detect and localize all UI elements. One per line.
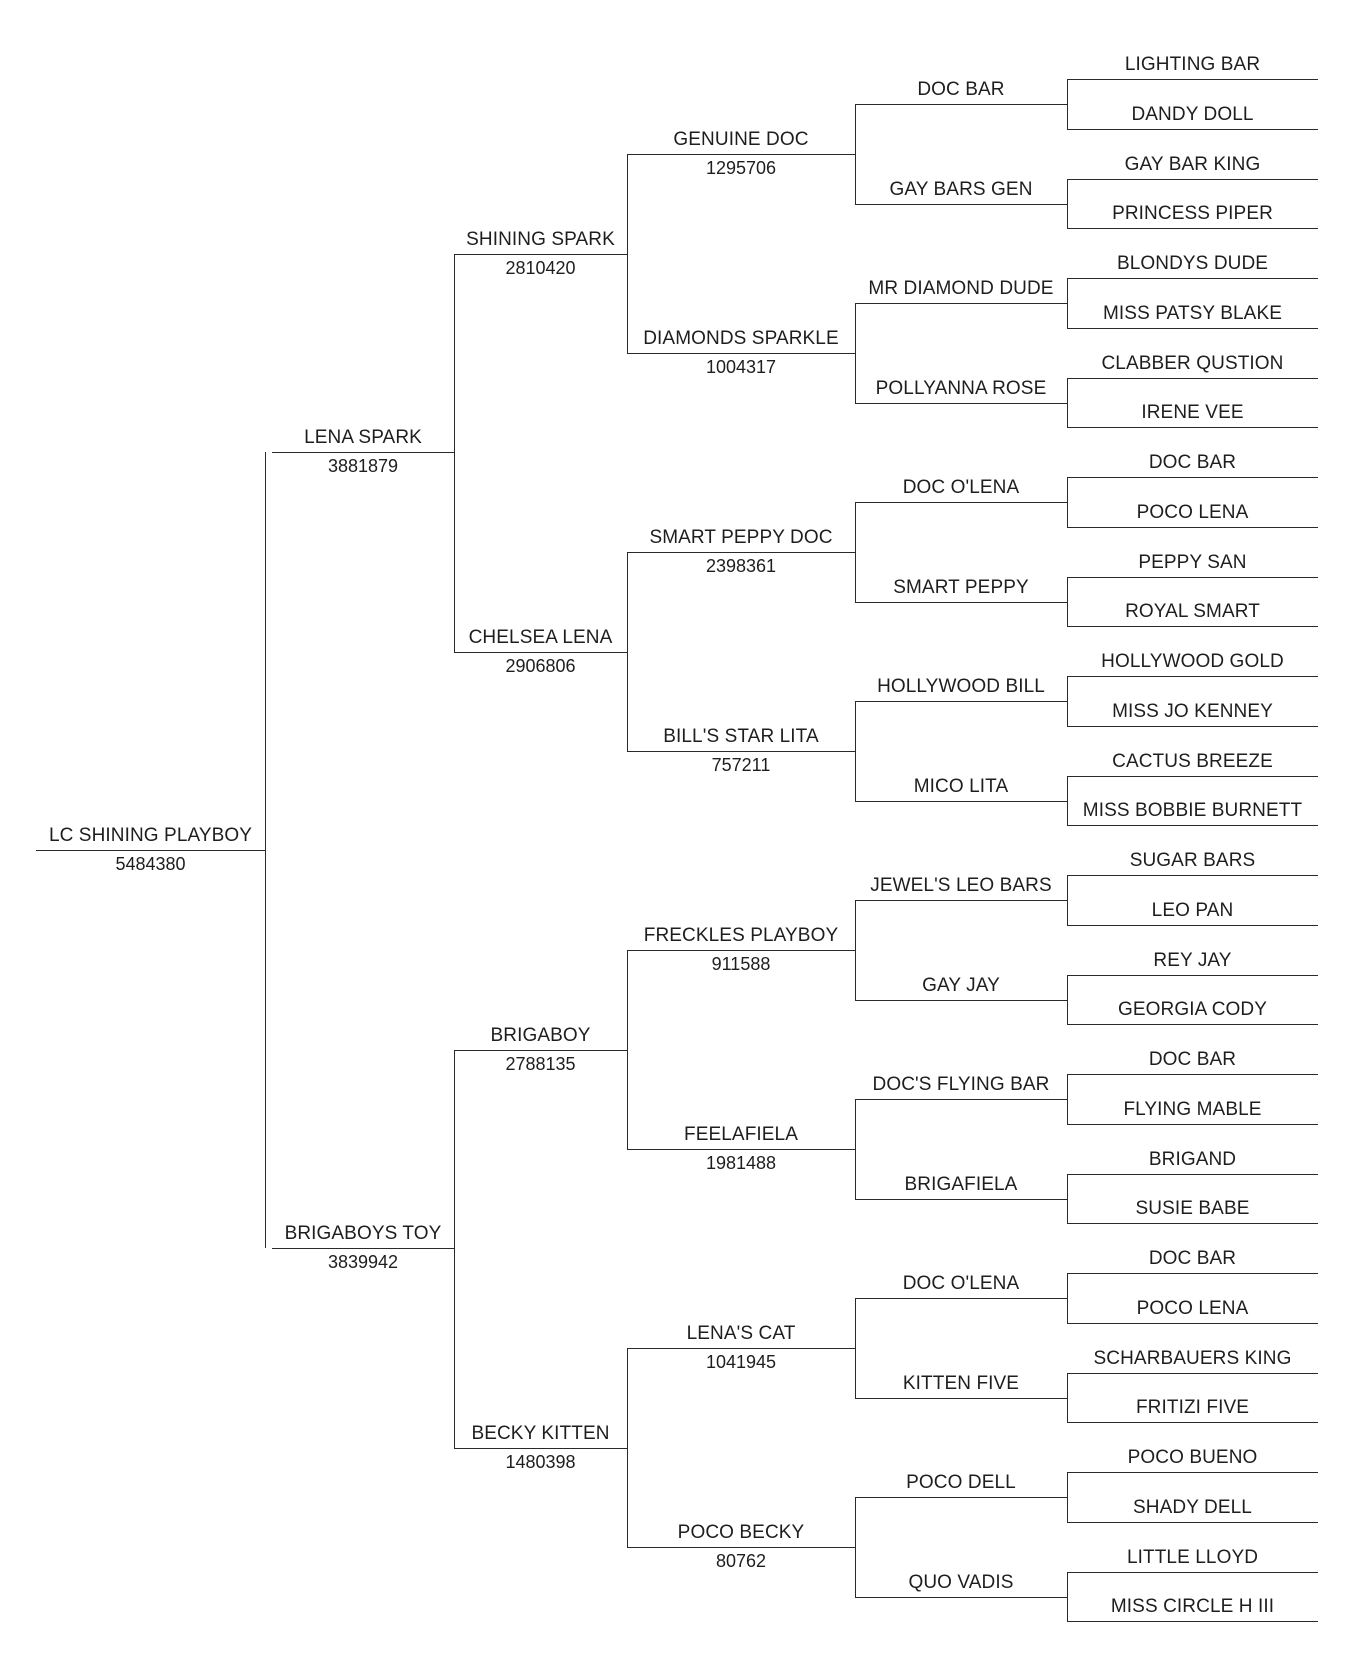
horse-name-sire-sire-dam: DIAMONDS SPARKLE bbox=[643, 328, 839, 349]
pedigree-line-dam-dam-sire-dam-sire bbox=[1067, 1373, 1318, 1374]
horse-name-sire-dam-dam: BILL'S STAR LITA bbox=[663, 726, 819, 747]
horse-name-sire-sire-dam-dam: POLLYANNA ROSE bbox=[875, 377, 1047, 399]
horse-name-sire-sire-sire-sire-dam: DANDY DOLL bbox=[1131, 103, 1254, 125]
pedigree-line-dam-sire-dam bbox=[627, 1149, 855, 1150]
horse-name-dam-sire-dam: FEELAFIELA bbox=[684, 1124, 798, 1145]
pedigree-line-dam-dam-sire-dam bbox=[855, 1398, 1067, 1399]
pedigree-line-sire-sire bbox=[454, 254, 627, 255]
pedigree-line-sire-sire-dam-sire-sire bbox=[1067, 278, 1318, 279]
horse-name-sire-dam-sire-dam: SMART PEPPY bbox=[893, 576, 1029, 598]
pedigree-line-dam-sire-sire bbox=[627, 950, 855, 951]
horse-name-dam-sire-sire: FRECKLES PLAYBOY bbox=[643, 925, 839, 946]
pedigree-bracket-dam bbox=[454, 1050, 455, 1448]
horse-name-sire-sire-dam-dam-sire: CLABBER QUSTION bbox=[1101, 352, 1284, 374]
horse-name-dam-dam-dam-sire-dam: SHADY DELL bbox=[1133, 1496, 1252, 1518]
horse-name-dam-sire-dam-dam: BRIGAFIELA bbox=[904, 1173, 1018, 1195]
pedigree-line-sire-sire-sire bbox=[627, 154, 855, 155]
pedigree-line-sire-sire-sire-sire bbox=[855, 104, 1067, 105]
pedigree-line-dam-dam-dam-dam-dam bbox=[1067, 1621, 1318, 1622]
pedigree-line-dam-dam-dam-sire bbox=[855, 1497, 1067, 1498]
horse-name-sire-sire-sire-sire-sire: LIGHTING BAR bbox=[1124, 54, 1261, 75]
horse-name-dam-sire-dam-sire: DOC'S FLYING BAR bbox=[872, 1074, 1050, 1095]
pedigree-line-dam-sire-sire-dam-sire bbox=[1067, 975, 1318, 976]
horse-name-dam-dam-sire-dam-dam: FRITIZI FIVE bbox=[1135, 1397, 1250, 1419]
pedigree-line-dam-dam-dam-sire-sire bbox=[1067, 1472, 1318, 1473]
pedigree-line-dam-sire-dam-dam-dam bbox=[1067, 1223, 1318, 1224]
horse-name-dam-sire-dam-sire-dam: FLYING MABLE bbox=[1123, 1098, 1262, 1120]
horse-name-sire-dam-sire-dam-dam: ROYAL SMART bbox=[1125, 601, 1260, 623]
pedigree-line-sire-dam-sire-dam bbox=[855, 602, 1067, 603]
horse-name-sire-sire-sire-dam: GAY BARS GEN bbox=[889, 178, 1033, 200]
horse-reg-sire-sire-sire: 1295706 bbox=[705, 158, 777, 178]
pedigree-line-dam-sire-sire-dam-dam bbox=[1067, 1024, 1318, 1025]
horse-name-dam-dam-sire-dam: KITTEN FIVE bbox=[902, 1372, 1020, 1394]
horse-name-sire-dam-dam-sire-dam: MISS JO KENNEY bbox=[1112, 700, 1273, 722]
horse-name-sire-sire-sire: GENUINE DOC bbox=[673, 129, 809, 150]
horse-name-dam-dam: BECKY KITTEN bbox=[471, 1423, 610, 1444]
pedigree-line-dam-dam bbox=[454, 1448, 627, 1449]
horse-name-sire-sire-dam-sire-dam: MISS PATSY BLAKE bbox=[1102, 302, 1282, 324]
pedigree-bracket-sire-dam bbox=[627, 552, 628, 751]
pedigree-line-sire-dam-sire-dam-dam bbox=[1067, 626, 1318, 627]
horse-name-dam: BRIGABOYS TOY bbox=[284, 1223, 442, 1244]
horse-name-dam-sire: BRIGABOY bbox=[490, 1025, 591, 1046]
pedigree-line-dam-sire-sire-sire-sire bbox=[1067, 875, 1318, 876]
pedigree-line-sire-dam-sire bbox=[627, 552, 855, 553]
pedigree-line-sire-dam-sire-sire-sire bbox=[1067, 477, 1318, 478]
pedigree-bracket-sire-sire bbox=[627, 154, 628, 353]
horse-name-dam-dam-sire: LENA'S CAT bbox=[686, 1323, 796, 1344]
pedigree-line-sire bbox=[272, 452, 454, 453]
horse-name-sire-sire-sire-sire: DOC BAR bbox=[917, 79, 1005, 100]
pedigree-line-sire-dam-dam-dam-sire bbox=[1067, 776, 1318, 777]
pedigree-line-dam-dam-dam-dam-sire bbox=[1067, 1572, 1318, 1573]
pedigree-line-dam-sire-dam-dam bbox=[855, 1199, 1067, 1200]
pedigree-line-dam-sire-dam-sire-sire bbox=[1067, 1074, 1318, 1075]
horse-name-sire-sire-dam-sire-sire: BLONDYS DUDE bbox=[1116, 253, 1269, 274]
horse-reg-sire-dam-dam: 757211 bbox=[711, 755, 771, 775]
pedigree-line-dam-sire-sire-dam bbox=[855, 1000, 1067, 1001]
horse-name-dam-dam-dam: POCO BECKY bbox=[677, 1522, 805, 1543]
horse-reg-subject: 5484380 bbox=[115, 854, 186, 874]
pedigree-line-sire-dam-dam-sire-sire bbox=[1067, 676, 1318, 677]
pedigree-line-sire-sire-sire-dam bbox=[855, 204, 1067, 205]
horse-name-dam-dam-dam-sire-sire: POCO BUENO bbox=[1127, 1447, 1258, 1468]
horse-name-sire-dam-sire-sire: DOC O'LENA bbox=[902, 477, 1020, 498]
horse-name-sire-sire: SHINING SPARK bbox=[466, 229, 615, 250]
pedigree-line-sire-sire-dam-sire bbox=[855, 303, 1067, 304]
horse-name-dam-sire-sire-dam-dam: GEORGIA CODY bbox=[1117, 999, 1267, 1021]
horse-name-sire-dam-sire-dam-sire: PEPPY SAN bbox=[1138, 551, 1247, 573]
pedigree-line-sire-sire-dam-dam-dam bbox=[1067, 427, 1318, 428]
horse-name-sire-sire-sire-dam-dam: PRINCESS PIPER bbox=[1112, 203, 1273, 225]
horse-name-sire-sire-dam-sire: MR DIAMOND DUDE bbox=[868, 278, 1054, 299]
pedigree-line-dam-dam-sire-sire-sire bbox=[1067, 1273, 1318, 1274]
pedigree-line-sire-dam-dam-sire-dam bbox=[1067, 726, 1318, 727]
pedigree-line-dam-dam-sire-sire-dam bbox=[1067, 1323, 1318, 1324]
pedigree-line-dam-dam-sire-sire bbox=[855, 1298, 1067, 1299]
pedigree-line-sire-sire-sire-dam-sire bbox=[1067, 179, 1318, 180]
horse-name-dam-dam-dam-dam-sire: LITTLE LLOYD bbox=[1126, 1546, 1259, 1568]
pedigree-line-sire-dam-dam bbox=[627, 751, 855, 752]
pedigree-line-sire-sire-dam-dam bbox=[855, 403, 1067, 404]
horse-name-dam-dam-sire-dam-sire: SCHARBAUERS KING bbox=[1093, 1347, 1292, 1369]
horse-name-sire-dam: CHELSEA LENA bbox=[468, 627, 613, 648]
pedigree-line-sire-dam-sire-dam-sire bbox=[1067, 577, 1318, 578]
pedigree-line-sire-sire-sire-sire-dam bbox=[1067, 129, 1318, 130]
pedigree-line-dam-dam-dam bbox=[627, 1547, 855, 1548]
pedigree-line-sire-dam bbox=[454, 652, 627, 653]
horse-name-sire-dam-sire: SMART PEPPY DOC bbox=[649, 527, 833, 548]
pedigree-line-sire-sire-dam-sire-dam bbox=[1067, 328, 1318, 329]
horse-reg-dam: 3839942 bbox=[327, 1252, 399, 1272]
pedigree-line-sire-dam-sire-sire bbox=[855, 502, 1067, 503]
pedigree-line-dam-sire-sire-sire-dam bbox=[1067, 925, 1318, 926]
horse-name-dam-dam-sire-sire-dam: POCO LENA bbox=[1136, 1297, 1249, 1319]
horse-reg-sire-sire: 2810420 bbox=[505, 258, 576, 278]
pedigree-line-sire-sire-sire-dam-dam bbox=[1067, 228, 1318, 229]
horse-name-sire-dam-dam-dam-sire: CACTUS BREEZE bbox=[1112, 750, 1273, 772]
horse-reg-dam-sire: 2788135 bbox=[505, 1054, 576, 1074]
horse-name-sire-dam-dam-sire: HOLLYWOOD BILL bbox=[877, 676, 1045, 697]
horse-reg-dam-dam-sire: 1041945 bbox=[705, 1352, 777, 1372]
horse-name-dam-sire-dam-sire-sire: DOC BAR bbox=[1148, 1049, 1237, 1070]
pedigree-line-sire-dam-sire-sire-dam bbox=[1067, 527, 1318, 528]
pedigree-line-dam-dam-sire bbox=[627, 1348, 855, 1349]
pedigree-line-sire-sire-dam bbox=[627, 353, 855, 354]
pedigree-line-sire-sire-dam-dam-sire bbox=[1067, 378, 1318, 379]
horse-reg-sire: 3881879 bbox=[327, 456, 399, 476]
horse-name-dam-dam-dam-sire: POCO DELL bbox=[906, 1472, 1016, 1493]
horse-name-dam-dam-dam-dam: QUO VADIS bbox=[908, 1571, 1014, 1593]
horse-name-dam-sire-sire-sire: JEWEL'S LEO BARS bbox=[870, 875, 1052, 896]
pedigree-line-sire-dam-dam-dam bbox=[855, 801, 1067, 802]
horse-name-sire-dam-dam-sire-sire: HOLLYWOOD GOLD bbox=[1101, 651, 1284, 672]
pedigree-line-subject bbox=[36, 850, 265, 851]
pedigree-line-dam-sire bbox=[454, 1050, 627, 1051]
pedigree-line-dam-dam-dam-sire-dam bbox=[1067, 1522, 1318, 1523]
pedigree-line-dam-dam-dam-dam bbox=[855, 1597, 1067, 1598]
pedigree-line-dam bbox=[272, 1248, 454, 1249]
horse-name-sire-dam-dam-dam: MICO LITA bbox=[913, 775, 1009, 797]
horse-name-dam-dam-sire-sire-sire: DOC BAR bbox=[1148, 1248, 1237, 1269]
pedigree-line-sire-dam-dam-dam-dam bbox=[1067, 825, 1318, 826]
horse-name-sire: LENA SPARK bbox=[304, 427, 422, 448]
horse-reg-dam-sire-dam: 1981488 bbox=[705, 1153, 777, 1173]
pedigree-bracket-subject bbox=[265, 452, 266, 1248]
pedigree-bracket-sire bbox=[454, 254, 455, 652]
horse-name-dam-sire-sire-sire-dam: LEO PAN bbox=[1151, 899, 1234, 921]
horse-reg-dam-dam: 1480398 bbox=[505, 1452, 576, 1472]
horse-name-dam-sire-sire-dam: GAY JAY bbox=[922, 974, 1000, 996]
horse-name-dam-sire-sire-dam-sire: REY JAY bbox=[1153, 949, 1232, 971]
horse-reg-sire-sire-dam: 1004317 bbox=[705, 357, 777, 377]
horse-name-dam-sire-dam-dam-sire: BRIGAND bbox=[1148, 1148, 1237, 1170]
horse-reg-dam-sire-sire: 911588 bbox=[711, 954, 771, 974]
pedigree-line-sire-sire-sire-sire-sire bbox=[1067, 79, 1318, 80]
horse-name-sire-dam-sire-sire-dam: POCO LENA bbox=[1136, 501, 1249, 523]
horse-name-dam-sire-dam-dam-dam: SUSIE BABE bbox=[1135, 1198, 1250, 1220]
horse-reg-sire-dam-sire: 2398361 bbox=[705, 556, 777, 576]
pedigree-line-dam-sire-dam-dam-sire bbox=[1067, 1174, 1318, 1175]
horse-name-subject: LC SHINING PLAYBOY bbox=[48, 825, 253, 846]
horse-name-dam-dam-sire-sire: DOC O'LENA bbox=[902, 1273, 1020, 1294]
horse-reg-dam-dam-dam: 80762 bbox=[715, 1551, 767, 1571]
horse-reg-sire-dam: 2906806 bbox=[505, 656, 576, 676]
pedigree-line-dam-sire-sire-sire bbox=[855, 900, 1067, 901]
horse-name-sire-dam-dam-dam-dam: MISS BOBBIE BURNETT bbox=[1082, 800, 1303, 822]
horse-name-sire-dam-sire-sire-sire: DOC BAR bbox=[1148, 452, 1237, 473]
horse-name-sire-sire-dam-dam-dam: IRENE VEE bbox=[1141, 402, 1244, 424]
pedigree-line-sire-dam-dam-sire bbox=[855, 701, 1067, 702]
pedigree-bracket-dam-dam bbox=[627, 1348, 628, 1547]
pedigree-line-dam-sire-dam-sire bbox=[855, 1099, 1067, 1100]
horse-name-dam-sire-sire-sire-sire: SUGAR BARS bbox=[1129, 850, 1256, 871]
horse-name-dam-dam-dam-dam-dam: MISS CIRCLE H III bbox=[1110, 1596, 1275, 1618]
horse-name-sire-sire-sire-dam-sire: GAY BAR KING bbox=[1124, 153, 1261, 175]
pedigree-line-dam-dam-sire-dam-dam bbox=[1067, 1422, 1318, 1423]
pedigree-line-dam-sire-dam-sire-dam bbox=[1067, 1124, 1318, 1125]
pedigree-bracket-dam-sire bbox=[627, 950, 628, 1149]
